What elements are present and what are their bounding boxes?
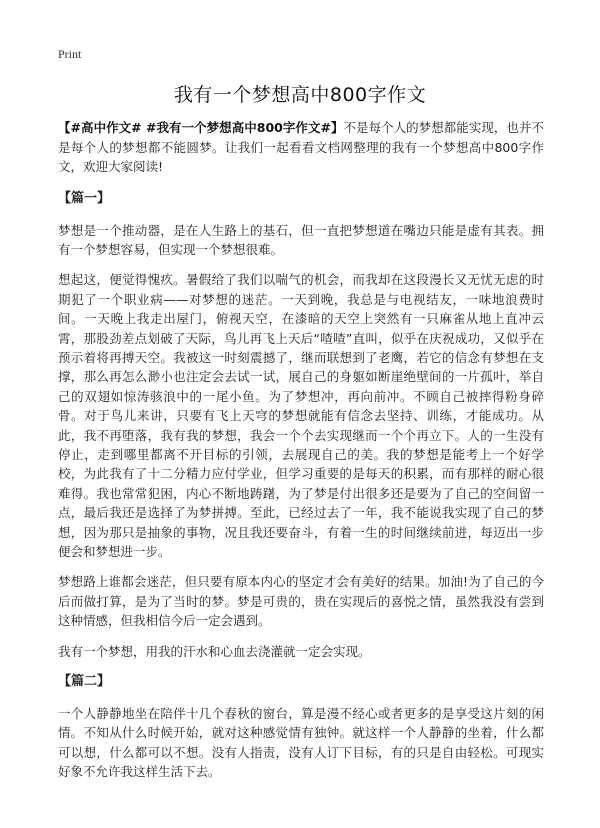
section-heading-1: 【篇一】 — [58, 190, 111, 206]
section-1-paragraph-2: 想起这，便觉得愧疚。暑假给了我们以喘气的机会，而我却在这段漫长又无忧无虑的时期犯了一个职业病——对梦想的迷茫。一天到晚，我总是与电视结友，一味地浪费时间。一天晚上我走出屋门，俯视天空，在漆暗的天空上突然有一只麻雀从地上直冲云霄，那股劲差点划破了天际，鸟儿再飞上天后“喳喳”直叫，似乎在庆祝成功，又似乎在预示着将再搏天空。我被这一时刻震撼了，继而联想到了老鹰，若它的信念有梦想在支撑，那么再怎么渺小也注定会去试一试，展自己的身躯如断崖绝壁间的一片孤叶，举自己的双翅如惊涛骇浪中的一尾小鱼。为了梦想冲，再向前冲。不顾自己被摔得粉身碎骨。对于鸟儿来讲，只要有飞上天穹的梦想就能有信念去坚持、训练，才能成功。从此，我不再堕落，我有我的梦想，我会一个个去实现继而一个个再立下。人的一生没有停止，走到哪里都离不开目标的引领，去展现自己的美。我的梦想是能考上一个好学校，为此我有了十二分精力应付学业，但学习重要的是每天的积累，而有那样的耐心很难得。我也常常犯困，内心不断地踌躇，为了梦是付出很多还是要为了自己的空间留一点，最后我还是选择了为梦拼搏。至此，已经过去了一年，我不能说我实现了自己的梦想，因为那只是抽象的事物，况且我还要奋斗，有着一生的时间继续前进，每迈出一步便会和梦想进一步。 — [58, 272, 544, 559]
intro-tag: 【#高中作文# #我有一个梦想高中800字作文#】 — [58, 120, 344, 135]
print-link[interactable]: Print — [58, 47, 82, 61]
page-title: 我有一个梦想高中800字作文 — [173, 84, 427, 106]
section-heading-2: 【篇二】 — [58, 674, 111, 690]
intro-text: 不是每个人的梦想都能实现，也并不是每个人的梦想都不能圆梦。让我们一起看看文档网整理的我有一个梦想高中800字作文，欢迎大家阅读! — [58, 120, 544, 174]
section-1-paragraph-1: 梦想是一个推动器，是在人生路上的基石，但一直把梦想道在嘴边只能是虚有其表。拥有一个梦想容易，但实现一个梦想很难。 — [58, 222, 544, 257]
article-body — [58, 118, 544, 793]
section-2-paragraph-1: 一个人静静地坐在陪伴十几个春秋的窗台，算是漫不经心或者更多的是享受这片刻的闲情。不知从什么时候开始，就对这种感觉情有独钟。就这样一个人静静的坐着，什么都可以想，什么都可以不想。没有人指责，没有人订下目标，有的只是自由轻松。可现实好象不允许我这样生活下去。 — [58, 706, 544, 780]
section-1-paragraph-4: 我有一个梦想，用我的汗水和心血去浇灌就一定会实现。 — [58, 643, 371, 659]
intro-paragraph — [58, 118, 544, 177]
section-1-paragraph-3: 梦想路上谁都会迷茫，但只要有原本内心的坚定才会有美好的结果。加油!为了自己的今后而做打算，是为了当时的梦。梦是可贵的，贵在实现后的喜悦之情，虽然我没有尝到这种情感，但我相信今后一定会遇到。 — [58, 574, 544, 629]
